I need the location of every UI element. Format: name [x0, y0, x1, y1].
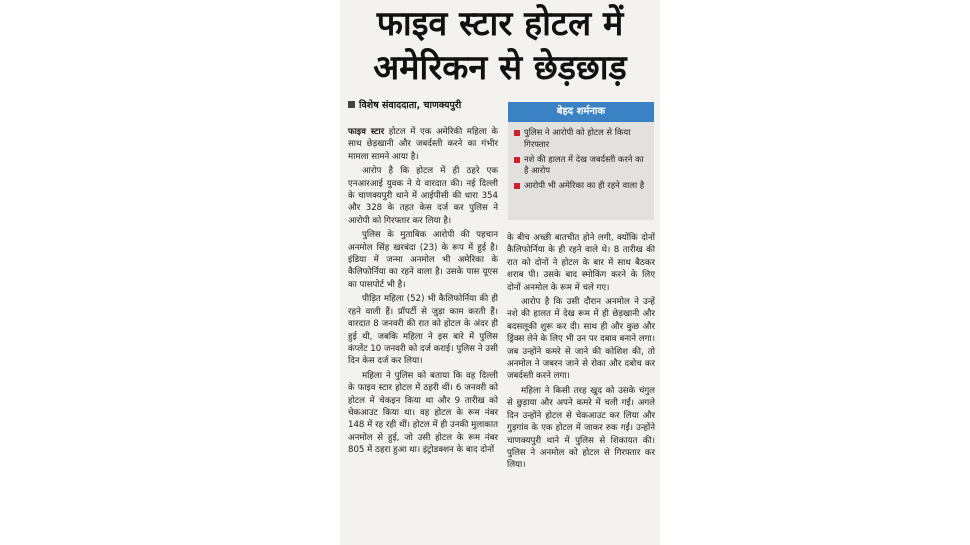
- sidebar-title: बेहद शर्मनाक: [508, 102, 654, 122]
- sidebar-box: [508, 102, 654, 220]
- sidebar-item: [514, 127, 649, 151]
- sidebar-list: [508, 122, 654, 192]
- sidebar-item-text: आरोपी भी अमेरिका का ही रहने वाला है: [524, 180, 645, 191]
- lead-text: होटल में एक अमेरिकी महिला के साथ छेड़खानी और जबर्दस्ती करने का गंभीर मामला सामने आया है।: [348, 127, 498, 162]
- article-column-1: [348, 126, 498, 459]
- article-column-2: [507, 232, 655, 474]
- headline-line-1: फाइव स्टार होटल में: [376, 4, 624, 44]
- red-square-bullet-icon: [514, 157, 520, 163]
- red-square-bullet-icon: [514, 183, 520, 189]
- article-paragraph: पुलिस के मुताबिक आरोपी की पहचान अनमोल सिंह खरबंदा (23) के रूप में हुई है। इंडिया में जन्मा अनमोल भी अमेरिका के कैलिफोर्निया का रहने वाला है। उसके पास यूएस का पासपोर्ट भी है।: [348, 230, 498, 290]
- article-paragraph: [348, 126, 498, 163]
- sidebar-item: [514, 154, 649, 178]
- article-paragraph: आरोप है कि उसी दौरान अनमोल ने उन्हें नशे की हालत में देख रूम में ही छेड़खानी और बदसलूकी शुरू कर दी। साथ ही और कुछ और ड्रिंक्स लेने के लिए भी उन पर दबाव बनाने लगा। जब उन्होंने कमरे से जाने की कोशिश की, तो अनमोल ने जबरन जाने से रोका और दबोच कर जबर्दस्ती करने लगा।: [507, 297, 655, 382]
- article-paragraph: के बीच अच्छी बातचीत होने लगी, क्योंकि दोनों कैलिफोर्निया के ही रहने वाले थे। 8 तारीख की रात को दोनों ने होटल के बार में साथ बैठकर शराब पी। उसके बाद स्मोकिंग करने के लिए दोनों अनमोल के रूम में चले गए।: [507, 233, 655, 293]
- lead-phrase: फाइव स्टार: [348, 127, 385, 137]
- article-paragraph: महिला ने पुलिस को बताया कि वह दिल्ली के फाइव स्टार होटल में ठहरी थीं। 6 जनवरी को होटल में चेकइन किया था और 9 तारीख को चेकआउट किया था। वह होटल के रूम नंबर 148 में रह रही थीं। होटल में ही उनकी मुलाकात अनमोल से हुई, जो उसी होटल के रूम नंबर 805 में ठहरा हुआ था। इंट्रोडक्शन के बाद दोनों: [348, 370, 498, 456]
- red-square-bullet-icon: [514, 130, 520, 136]
- square-bullet-icon: [348, 101, 355, 108]
- headline: [340, 2, 660, 90]
- article-paragraph: महिला ने किसी तरह खुद को उसके चंगुल से छुड़ाया और अपने कमरे में चली गईं। अगले दिन उन्होंने होटल से चेकआउट कर लिया और गुड़गांव के एक होटल में जाकर रुक गईं। उन्होंने चाणक्यपुरी थाने में पुलिस से शिकायत की। पुलिस ने अनमोल को होटल से गिरफ्तार कर लिया।: [507, 385, 655, 471]
- sidebar-item-text: नशे की हालत में देख जबर्दस्ती करने का है आरोप: [524, 153, 644, 176]
- article-paragraph: आरोप है कि होटल में ही ठहरे एक एनआरआई युवक ने ये वारदात की। नई दिल्ली के चाणक्यपुरी थाने में आईपीसी की धारा 354 और 328 के तहत केस दर्ज कर पुलिस ने आरोपी को गिरफ्तार कर लिया है।: [348, 166, 498, 226]
- sidebar-item: [514, 180, 649, 192]
- sidebar-item-text: पुलिस ने आरोपी को होटल से किया गिरफ्तार: [524, 127, 631, 149]
- byline: [348, 98, 461, 111]
- article-paragraph: पीड़ित महिला (52) भी कैलिफोर्निया की ही रहने वाली हैं। प्रॉपर्टी से जुड़ा काम करती हैं। वारदात 8 जनवरी की रात को होटल के अंदर ही हुई थी, जबकि महिला ने इस बारे में पुलिस कंप्लेंट 10 जनवरी को दर्ज कराई। पुलिस ने उसी दिन केस दर्ज कर लिया।: [348, 294, 498, 367]
- byline-text: विशेष संवाददाता, चाणक्यपुरी: [359, 100, 462, 111]
- headline-line-2: अमेरिकन से छेड़छाड़: [373, 48, 627, 88]
